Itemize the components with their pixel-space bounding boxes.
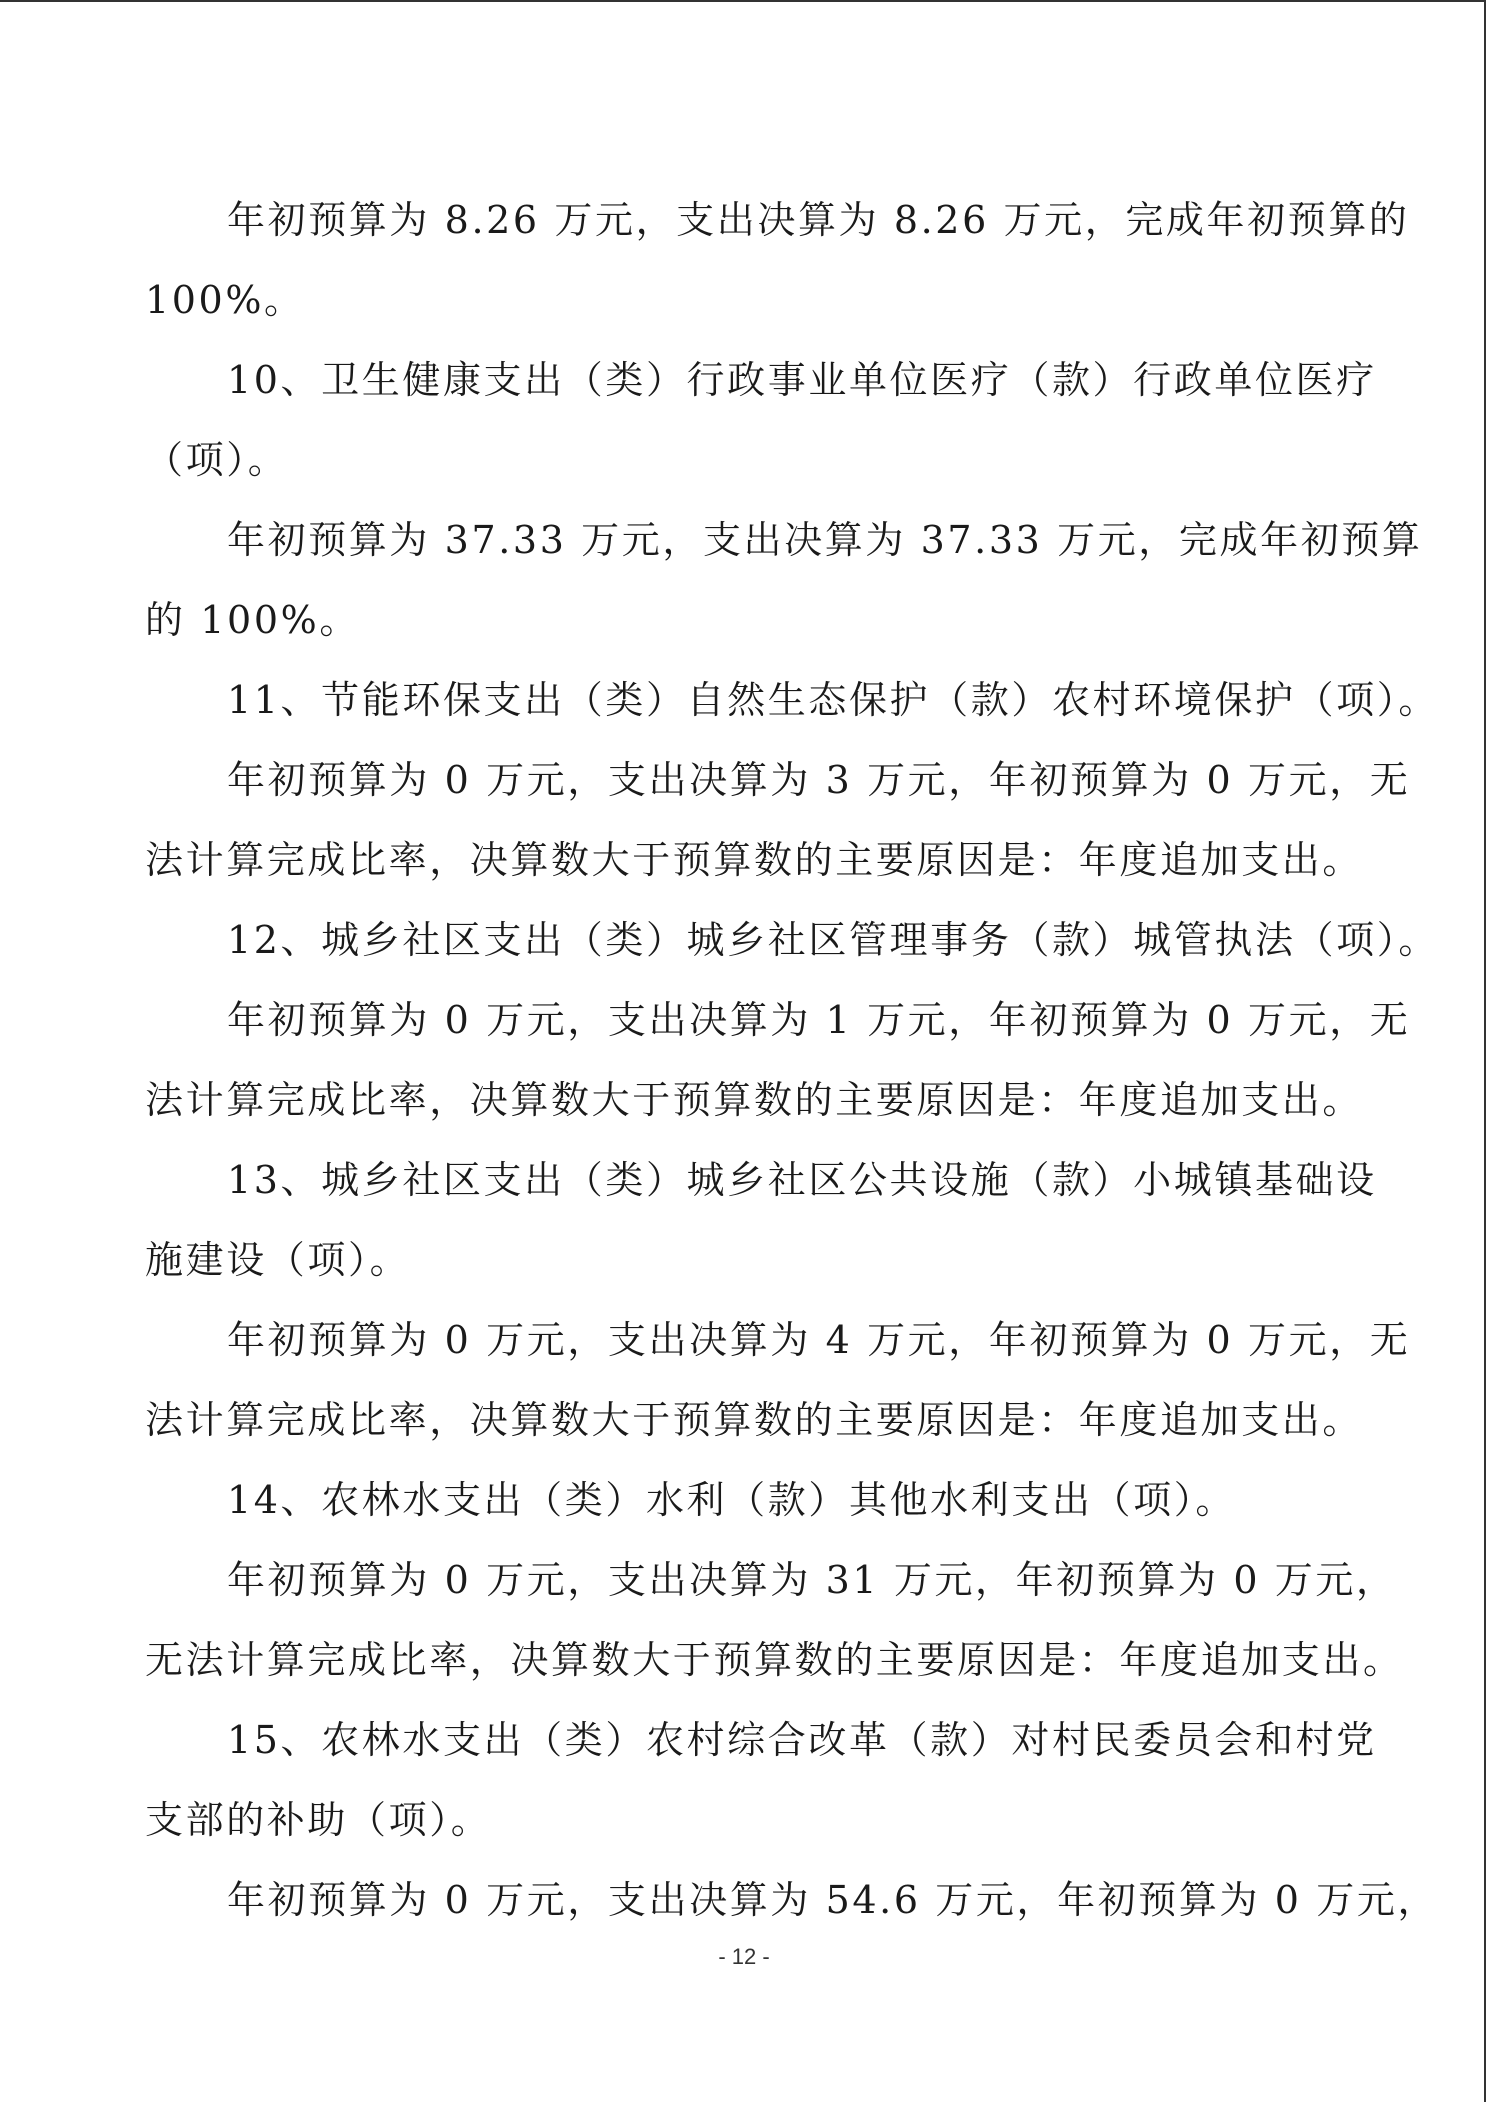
section-heading-15-continued: 支部的补助（项）。 (145, 1798, 492, 1842)
paragraph-line: 年初预算为 0 万元，支出决算为 4 万元，年初预算为 0 万元，无 (227, 1318, 1411, 1362)
section-heading-11: 11、节能环保支出（类）自然生态保护（款）农村环境保护（项）。 (227, 678, 1439, 722)
section-heading-14: 14、农林水支出（类）水利（款）其他水利支出（项）。 (227, 1478, 1236, 1522)
section-heading-10-continued: （项）。 (145, 438, 289, 482)
paragraph-line: 法计算完成比率，决算数大于预算数的主要原因是：年度追加支出。 (145, 838, 1364, 882)
section-heading-13: 13、城乡社区支出（类）城乡社区公共设施（款）小城镇基础设 (227, 1158, 1377, 1202)
paragraph-line: 年初预算为 0 万元，支出决算为 1 万元，年初预算为 0 万元，无 (227, 998, 1411, 1042)
paragraph-line: 年初预算为 0 万元，支出决算为 31 万元，年初预算为 0 万元， (227, 1558, 1397, 1602)
paragraph-line: 无法计算完成比率，决算数大于预算数的主要原因是：年度追加支出。 (145, 1638, 1404, 1682)
paragraph-line: 法计算完成比率，决算数大于预算数的主要原因是：年度追加支出。 (145, 1398, 1364, 1442)
paragraph-line: 年初预算为 37.33 万元，支出决算为 37.33 万元，完成年初预算 (227, 518, 1423, 562)
paragraph-line: 年初预算为 0 万元，支出决算为 3 万元，年初预算为 0 万元，无 (227, 758, 1411, 802)
paragraph-line: 100%。 (145, 278, 305, 322)
document-body (145, 187, 1439, 1947)
paragraph-line: 年初预算为 8.26 万元，支出决算为 8.26 万元，完成年初预算的 (227, 198, 1410, 242)
section-heading-12: 12、城乡社区支出（类）城乡社区管理事务（款）城管执法（项）。 (227, 918, 1439, 962)
section-heading-10: 10、卫生健康支出（类）行政事业单位医疗（款）行政单位医疗 (227, 358, 1377, 402)
paragraph-line: 法计算完成比率，决算数大于预算数的主要原因是：年度追加支出。 (145, 1078, 1364, 1122)
section-heading-13-continued: 施建设（项）。 (145, 1238, 411, 1282)
paragraph-line: 的 100%。 (145, 598, 360, 642)
section-heading-15: 15、农林水支出（类）农村综合改革（款）对村民委员会和村党 (227, 1718, 1377, 1762)
page-number: - 12 - (718, 1944, 770, 1969)
paragraph-line: 年初预算为 0 万元，支出决算为 54.6 万元，年初预算为 0 万元， (227, 1878, 1439, 1922)
